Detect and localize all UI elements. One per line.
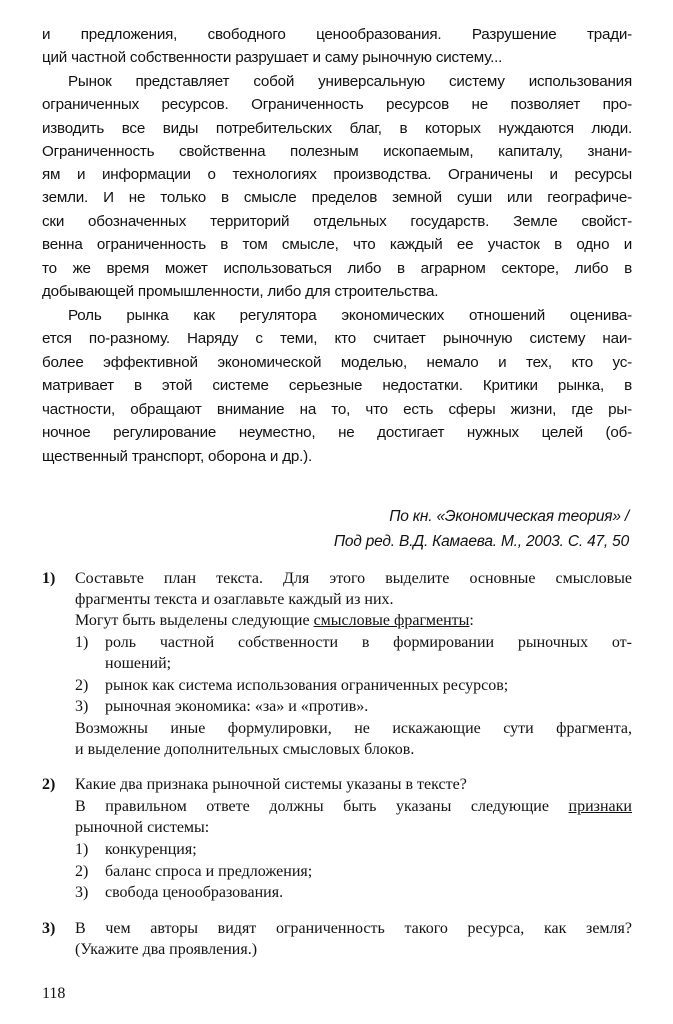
text-line: и предложения, свободного ценообразования. Разрушение тради- <box>42 26 632 43</box>
text-line: земли. И не только в смысле пределов земной суши или географиче- <box>42 189 632 206</box>
answer-intro: В правильном ответе должны быть указаны следующие признаки <box>75 798 632 815</box>
item-number: 2) <box>75 677 89 694</box>
answer-note: Возможны иные формулировки, не искажающие сути фрагмента, <box>75 720 632 737</box>
question-number: 3) <box>42 920 56 937</box>
text-line: щественный транспорт, оборона и др.). <box>42 448 313 465</box>
question-text: В чем авторы видят ограниченность такого ресурса, как земля? <box>75 920 632 937</box>
text-line: ется по-разному. Наряду с теми, кто считает рыночную систему наи- <box>42 330 632 347</box>
page-number: 118 <box>42 985 66 1002</box>
text-line: венна ограниченность в том смысле, что каждый ее участок в одно и <box>42 236 632 253</box>
text-line: частности, обращают внимание на то, что есть сферы жизни, где ры- <box>42 401 632 418</box>
text-line: ям и информации о технологиях производства. Ограничены и ресурсы <box>42 166 632 183</box>
text-line: изводить все виды потребительских благ, в которых нуждаются люди. <box>42 120 632 137</box>
answer-item: роль частной собственности в формировании рыночных от- <box>105 634 632 651</box>
text-line: матривает в этой системе серьезные недостатки. Критики рынка, в <box>42 377 632 394</box>
question-text: фрагменты текста и озаглавьте каждый из них. <box>75 591 394 608</box>
text-line: Роль рынка как регулятора экономических отношений оценива- <box>68 307 632 324</box>
text-line: более эффективной экономической моделью, немало и тех, кто ус- <box>42 354 632 371</box>
text-line: то же время может использоваться либо в аграрном секторе, либо в <box>42 260 632 277</box>
item-number: 3) <box>75 698 89 715</box>
item-number: 1) <box>75 634 89 651</box>
question-text: Какие два признака рыночной системы указаны в тексте? <box>75 776 467 793</box>
text-line: ски обозначенных территорий отдельных государств. Земле свойст- <box>42 213 632 230</box>
item-number: 3) <box>75 884 89 901</box>
answer-item: конкуренция; <box>105 841 197 858</box>
answer-item: рыночная экономика: «за» и «против». <box>105 698 369 715</box>
source-citation: По кн. «Экономическая теория» / <box>389 508 629 525</box>
text-line: ций частной собственности разрушает и саму рыночную систему... <box>42 49 503 66</box>
item-number: 2) <box>75 863 89 880</box>
item-number: 1) <box>75 841 89 858</box>
question-number: 2) <box>42 776 56 793</box>
answer-intro: рыночной системы: <box>75 819 210 836</box>
text-line: Рынок представляет собой универсальную систему использования <box>68 73 632 90</box>
text-line: ограниченных ресурсов. Ограниченность ресурсов не позволяет про- <box>42 96 632 113</box>
answer-note: и выделение дополнительных смысловых блоков. <box>75 741 415 758</box>
text-line: Ограниченность свойственна полезным ископаемым, капиталу, знани- <box>42 143 632 160</box>
question-text: Составьте план текста. Для этого выделите основные смысловые <box>75 570 632 587</box>
answer-item: рынок как система использования ограниченных ресурсов; <box>105 677 509 694</box>
question-text: (Укажите два проявления.) <box>75 941 258 958</box>
answer-item: ношений; <box>105 655 172 672</box>
answer-item: баланс спроса и предложения; <box>105 863 313 880</box>
answer-item: свобода ценообразования. <box>105 884 284 901</box>
text-line: добывающей промышленности, либо для строительства. <box>42 283 439 300</box>
question-number: 1) <box>42 570 56 587</box>
text-line: ночное регулирование неуместно, не достигает нужных целей (об- <box>42 424 632 441</box>
source-citation: Под ред. В.Д. Камаева. М., 2003. С. 47, 50 <box>333 533 629 550</box>
answer-intro: Могут быть выделены следующие смысловые фрагменты: <box>75 612 474 629</box>
